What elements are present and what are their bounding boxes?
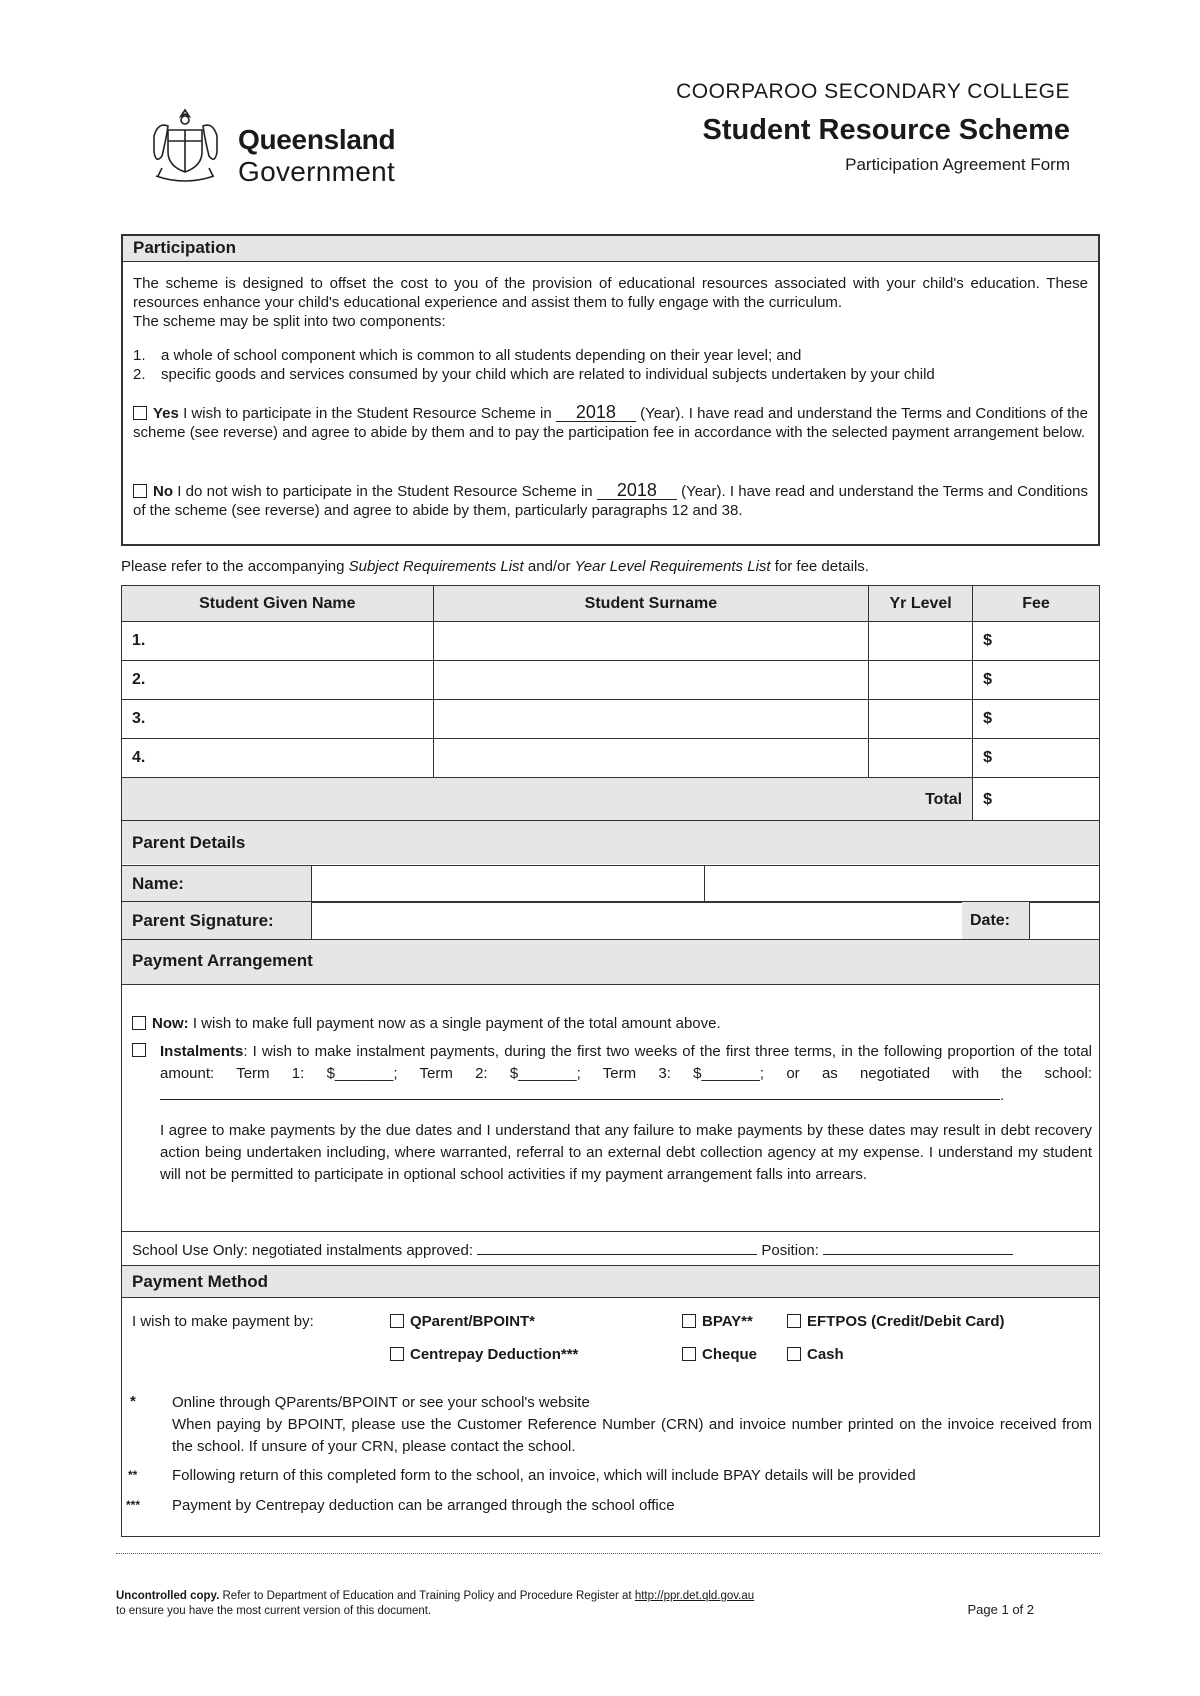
option-cheque[interactable]: Cheque <box>682 1346 757 1363</box>
payment-arrangement-heading: Payment Arrangement <box>122 940 1099 985</box>
table-row <box>122 739 1100 778</box>
position-field[interactable] <box>823 1240 1013 1255</box>
centrepay-checkbox[interactable] <box>390 1347 404 1361</box>
table-row <box>122 700 1100 739</box>
now-option: Now: I wish to make full payment now as a single payment of the total amount above. <box>132 1014 1092 1033</box>
no-year-field[interactable]: 2018 <box>597 482 677 500</box>
page-subtitle: Participation Agreement Form <box>845 155 1070 174</box>
option-bpay[interactable]: BPAY** <box>682 1313 753 1330</box>
yes-option: Yes I wish to participate in the Student Resource Scheme in 2018 (Year). I have read and understand the Terms and Conditions of the scheme (see reverse) and agree to abide by them and to pay the participation fee in accordance with the selected payment arrangement below. <box>133 402 1088 441</box>
participation-intro <box>133 274 1088 331</box>
yr-level-cell[interactable] <box>869 622 973 661</box>
parent-signature-label: Parent Signature: <box>122 902 312 939</box>
option-qparent[interactable]: QParent/BPOINT* <box>390 1313 535 1330</box>
given-name-cell[interactable]: 2. <box>122 661 434 700</box>
parent-name-row <box>121 865 1100 903</box>
intro-text-2: The scheme may be split into two components: <box>133 313 446 330</box>
note-mark-1: * <box>130 1393 136 1410</box>
note-mark-3: *** <box>126 1498 141 1512</box>
instalments-option: Instalments: I wish to make instalment payments, during the first two weeks of the first three terms, in the following proportion of the total amount: Term 1: $_______; Term 2: $_______; Term 3: $_______; or as negotiated with the school: . <box>132 1041 1092 1107</box>
parent-name-field-2[interactable] <box>704 866 1098 901</box>
yr-level-cell[interactable] <box>869 661 973 700</box>
payment-arrangement-section <box>121 939 1100 1232</box>
parent-name-field[interactable] <box>312 866 705 901</box>
instalments-checkbox[interactable] <box>132 1043 146 1057</box>
yes-checkbox[interactable] <box>133 406 147 420</box>
footer-divider <box>116 1553 1100 1554</box>
intro-text: The scheme is designed to offset the cost to you of the provision of educational resources associated with your child's education. These resources enhance your child's educational experience and assist them to fully engage with the curriculum. <box>133 275 1088 311</box>
table-row <box>122 622 1100 661</box>
note-mark-2: ** <box>128 1468 138 1482</box>
given-name-cell[interactable]: 4. <box>122 739 434 778</box>
negotiated-field[interactable] <box>160 1085 1000 1100</box>
col-header-fee: Fee <box>973 586 1100 622</box>
total-label: Total <box>122 778 973 822</box>
student-fee-table <box>121 585 1100 822</box>
now-checkbox[interactable] <box>132 1016 146 1030</box>
participation-section <box>121 234 1100 546</box>
logo-text-government: Government <box>238 156 396 187</box>
list-item: 1. a whole of school component which is common to all students depending on their year level; and <box>133 347 802 364</box>
payment-method-lead: I wish to make payment by: <box>132 1313 314 1330</box>
parent-details-section <box>121 820 1100 866</box>
coat-of-arms-icon <box>148 106 223 186</box>
cash-checkbox[interactable] <box>787 1347 801 1361</box>
total-fee-cell[interactable]: $ <box>973 778 1100 822</box>
queensland-government-logo <box>148 106 398 186</box>
surname-cell[interactable] <box>433 739 869 778</box>
footer-line-1: Uncontrolled copy. Refer to Department of Education and Training Policy and Procedure Register at http://ppr.det.qld.gov.au <box>116 1590 755 1602</box>
note-1: Online through QParents/BPOINT or see your school's website When paying by BPOINT, please use the Customer Reference Number (CRN) and invoice number printed on the invoice received from the school. If unsure of your CRN, please contact the school. <box>172 1394 1092 1455</box>
surname-cell[interactable] <box>433 700 869 739</box>
option-eftpos[interactable]: EFTPOS (Credit/Debit Card) <box>787 1313 1005 1330</box>
yes-year-field[interactable]: 2018 <box>556 404 636 422</box>
qparent-checkbox[interactable] <box>390 1314 404 1328</box>
total-row <box>122 778 1100 822</box>
footer-line-2: to ensure you have the most current version of this document. <box>116 1605 432 1617</box>
instalments-approved-field[interactable] <box>477 1240 757 1255</box>
bpay-checkbox[interactable] <box>682 1314 696 1328</box>
parent-details-heading: Parent Details <box>122 821 1099 864</box>
payment-method-heading: Payment Method <box>122 1266 1099 1298</box>
refer-note: Please refer to the accompanying Subject Requirements List and/or Year Level Requirements List for fee details. <box>121 558 869 575</box>
fee-cell[interactable]: $ <box>973 739 1100 778</box>
eftpos-checkbox[interactable] <box>787 1314 801 1328</box>
no-option: No I do not wish to participate in the Student Resource Scheme in 2018 (Year). I have read and understand the Terms and Conditions of the scheme (see reverse) and agree to abide by them, particularly paragraphs 12 and 38. <box>133 480 1089 519</box>
table-row <box>122 661 1100 700</box>
payment-method-section <box>121 1265 1100 1537</box>
date-label: Date: <box>962 902 1030 939</box>
parent-name-label: Name: <box>122 866 312 901</box>
cheque-checkbox[interactable] <box>682 1347 696 1361</box>
given-name-cell[interactable]: 1. <box>122 622 434 661</box>
parent-signature-row <box>121 901 1100 941</box>
option-centrepay[interactable]: Centrepay Deduction*** <box>390 1346 578 1363</box>
col-header-given-name: Student Given Name <box>122 586 434 622</box>
list-item: 2. specific goods and services consumed by your child which are related to individual subjects undertaken by your child <box>133 366 935 383</box>
yr-level-cell[interactable] <box>869 739 973 778</box>
note-3: Payment by Centrepay deduction can be arranged through the school office <box>172 1497 675 1514</box>
parent-signature-field[interactable] <box>312 902 963 939</box>
components-list <box>133 346 1093 384</box>
option-cash[interactable]: Cash <box>787 1346 844 1363</box>
no-checkbox[interactable] <box>133 484 147 498</box>
surname-cell[interactable] <box>433 661 869 700</box>
participation-heading: Participation <box>123 236 1098 262</box>
col-header-yr-level: Yr Level <box>869 586 973 622</box>
fee-cell[interactable]: $ <box>973 622 1100 661</box>
date-field[interactable] <box>1030 902 1098 939</box>
agreement-text: I agree to make payments by the due dates and I understand that any failure to make payments by these dates may result in debt recovery action being undertaken including, where warranted, referral to an external debt collection agency at my expense. I understand my student will not be permitted to participate in optional school activities if my payment arrangement falls into arrears. <box>160 1122 1092 1183</box>
table-header-row <box>122 586 1100 622</box>
page-number: Page 1 of 2 <box>967 1602 1034 1617</box>
yr-level-cell[interactable] <box>869 700 973 739</box>
surname-cell[interactable] <box>433 622 869 661</box>
given-name-cell[interactable]: 3. <box>122 700 434 739</box>
logo-text-queensland: Queensland <box>238 124 396 155</box>
school-use-row: School Use Only: negotiated instalments approved: Position: <box>121 1230 1100 1266</box>
fee-cell[interactable]: $ <box>973 700 1100 739</box>
ppr-link[interactable]: http://ppr.det.qld.gov.au <box>634 1590 755 1602</box>
note-2: Following return of this completed form to the school, an invoice, which will include BPAY details will be provided <box>172 1467 916 1484</box>
col-header-surname: Student Surname <box>433 586 869 622</box>
fee-cell[interactable]: $ <box>973 661 1100 700</box>
college-name: COORPAROO SECONDARY COLLEGE <box>676 80 1070 103</box>
page-title: Student Resource Scheme <box>702 114 1070 146</box>
